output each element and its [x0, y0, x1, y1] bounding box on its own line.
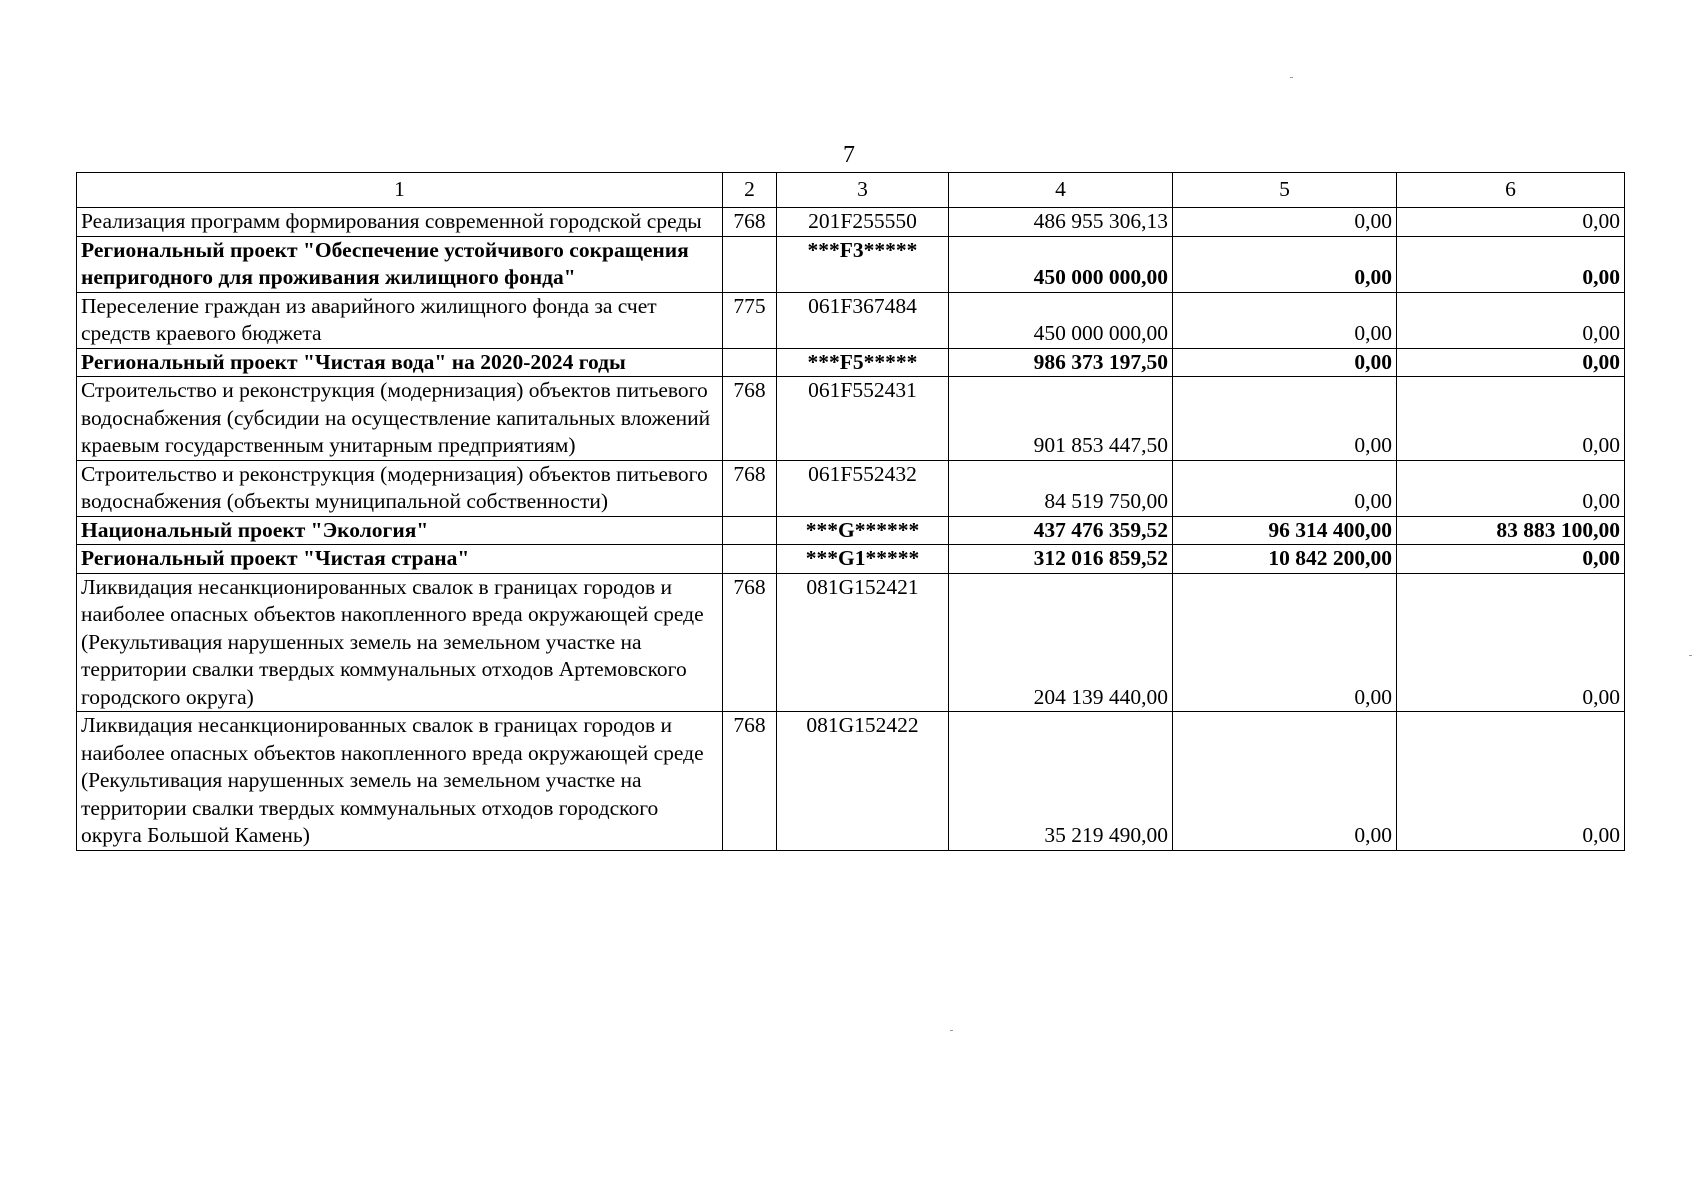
cell-budget-code: ***F5*****	[777, 348, 949, 377]
cell-budget-code: 061F367484	[777, 292, 949, 348]
cell-amount-1: 450 000 000,00	[949, 236, 1173, 292]
scan-speck	[1689, 655, 1692, 656]
column-header-dept: 2	[723, 173, 777, 208]
cell-amount-3: 0,00	[1397, 460, 1625, 516]
cell-amount-2: 0,00	[1173, 208, 1397, 237]
cell-name: Переселение граждан из аварийного жилищного фонда за счет средств краевого бюджета	[77, 292, 723, 348]
cell-amount-2: 10 842 200,00	[1173, 545, 1397, 574]
cell-amount-1: 84 519 750,00	[949, 460, 1173, 516]
cell-dept-code	[723, 348, 777, 377]
cell-name: Национальный проект "Экология"	[77, 516, 723, 545]
cell-amount-1: 486 955 306,13	[949, 208, 1173, 237]
cell-amount-1: 204 139 440,00	[949, 573, 1173, 712]
cell-dept-code	[723, 545, 777, 574]
scan-speck	[1290, 77, 1293, 78]
table-row-project	[77, 348, 1625, 377]
cell-name: Региональный проект "Обеспечение устойчивого сокращения непригодного для проживания жилищного фонда"	[77, 236, 723, 292]
cell-amount-2: 0,00	[1173, 573, 1397, 712]
cell-amount-3: 0,00	[1397, 712, 1625, 851]
cell-amount-2: 0,00	[1173, 348, 1397, 377]
table-row	[77, 712, 1625, 851]
cell-amount-1: 986 373 197,50	[949, 348, 1173, 377]
cell-budget-code: ***F3*****	[777, 236, 949, 292]
cell-amount-3: 0,00	[1397, 545, 1625, 574]
column-header-code: 3	[777, 173, 949, 208]
cell-name: Ликвидация несанкционированных свалок в границах городов и наиболее опасных объектов накопленного вреда окружающей среде (Рекультивация нарушенных земель на земельном участке на территории свалки твердых коммунальных отходов Артемовского городского округа)	[77, 573, 723, 712]
cell-name: Строительство и реконструкция (модернизация) объектов питьевого водоснабжения (объекты муниципальной собственности)	[77, 460, 723, 516]
cell-budget-code: 081G152421	[777, 573, 949, 712]
cell-amount-2: 0,00	[1173, 236, 1397, 292]
cell-dept-code: 768	[723, 377, 777, 461]
cell-amount-3: 0,00	[1397, 573, 1625, 712]
cell-amount-3: 0,00	[1397, 292, 1625, 348]
cell-budget-code: 061F552432	[777, 460, 949, 516]
page-number: 7	[843, 142, 855, 168]
cell-dept-code	[723, 236, 777, 292]
cell-budget-code: ***G******	[777, 516, 949, 545]
column-header-name: 1	[77, 173, 723, 208]
cell-amount-3: 0,00	[1397, 236, 1625, 292]
cell-dept-code: 768	[723, 208, 777, 237]
table-row	[77, 292, 1625, 348]
cell-amount-3: 0,00	[1397, 208, 1625, 237]
table-row-project	[77, 236, 1625, 292]
cell-amount-2: 0,00	[1173, 377, 1397, 461]
cell-budget-code: 061F552431	[777, 377, 949, 461]
cell-amount-1: 437 476 359,52	[949, 516, 1173, 545]
cell-name: Строительство и реконструкция (модернизация) объектов питьевого водоснабжения (субсидии на осуществление капитальных вложений краевым государственным унитарным предприятиям)	[77, 377, 723, 461]
table-row-project	[77, 516, 1625, 545]
cell-dept-code: 768	[723, 460, 777, 516]
cell-budget-code: ***G1*****	[777, 545, 949, 574]
cell-amount-1: 450 000 000,00	[949, 292, 1173, 348]
cell-name: Региональный проект "Чистая страна"	[77, 545, 723, 574]
cell-amount-3: 0,00	[1397, 348, 1625, 377]
cell-amount-2: 96 314 400,00	[1173, 516, 1397, 545]
table-header-row	[77, 173, 1625, 208]
cell-name: Региональный проект "Чистая вода" на 2020-2024 годы	[77, 348, 723, 377]
cell-dept-code: 768	[723, 712, 777, 851]
cell-amount-3: 0,00	[1397, 377, 1625, 461]
table-row	[77, 573, 1625, 712]
budget-table	[76, 172, 1625, 851]
cell-amount-3: 83 883 100,00	[1397, 516, 1625, 545]
cell-dept-code	[723, 516, 777, 545]
column-header-amount-3: 6	[1397, 173, 1625, 208]
table-row	[77, 460, 1625, 516]
scan-speck	[950, 1030, 953, 1031]
column-header-amount-1: 4	[949, 173, 1173, 208]
cell-amount-1: 312 016 859,52	[949, 545, 1173, 574]
cell-amount-1: 901 853 447,50	[949, 377, 1173, 461]
cell-amount-2: 0,00	[1173, 460, 1397, 516]
cell-dept-code: 768	[723, 573, 777, 712]
cell-name: Реализация программ формирования современной городской среды	[77, 208, 723, 237]
table-row	[77, 208, 1625, 237]
column-header-amount-2: 5	[1173, 173, 1397, 208]
table-row-project	[77, 545, 1625, 574]
cell-amount-1: 35 219 490,00	[949, 712, 1173, 851]
cell-budget-code: 201F255550	[777, 208, 949, 237]
cell-amount-2: 0,00	[1173, 292, 1397, 348]
cell-dept-code: 775	[723, 292, 777, 348]
cell-name: Ликвидация несанкционированных свалок в границах городов и наиболее опасных объектов накопленного вреда окружающей среде (Рекультивация нарушенных земель на земельном участке на территории свалки твердых коммунальных отходов городского округа Большой Камень)	[77, 712, 723, 851]
cell-budget-code: 081G152422	[777, 712, 949, 851]
cell-amount-2: 0,00	[1173, 712, 1397, 851]
table-row	[77, 377, 1625, 461]
